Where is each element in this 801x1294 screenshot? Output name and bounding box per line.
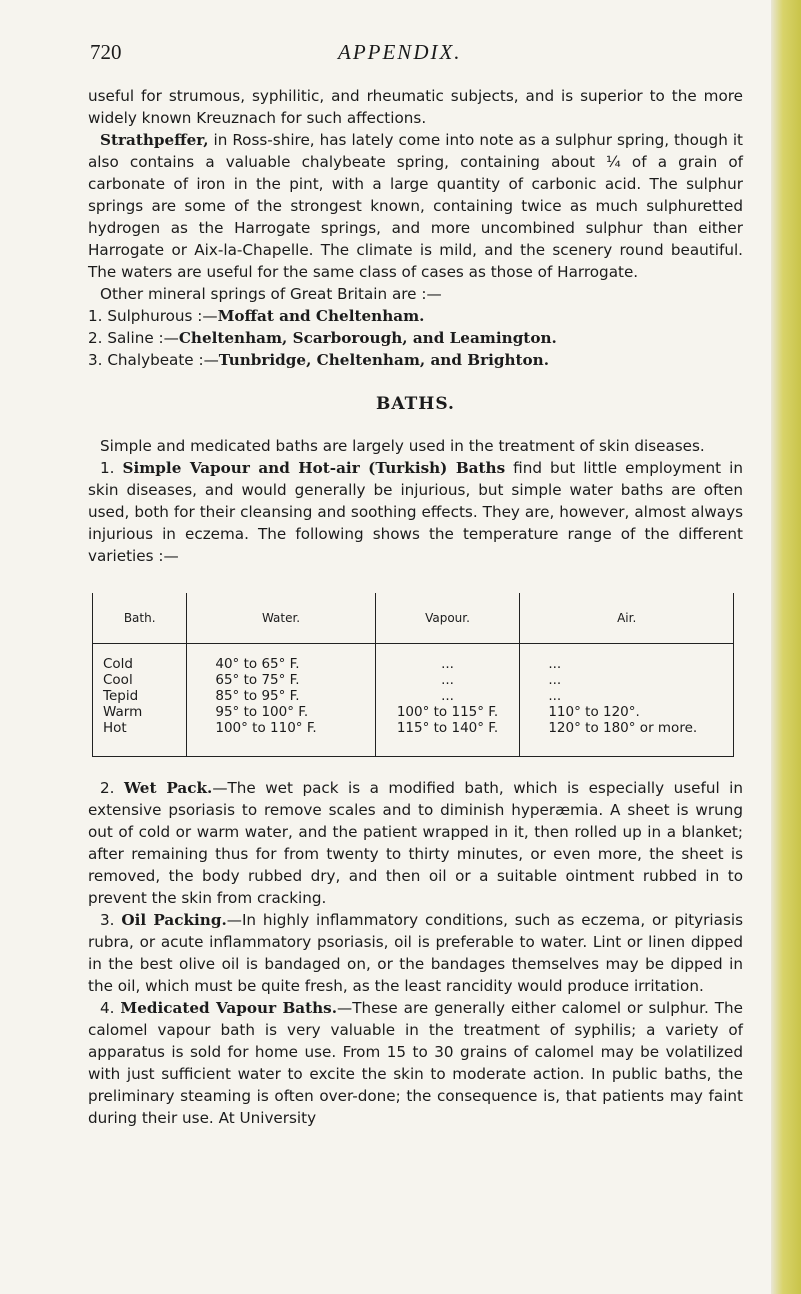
- spring-item-saline: [88, 327, 743, 349]
- page-number: 720: [90, 40, 122, 64]
- air-cell: ...: [548, 672, 562, 688]
- item-number: 1.: [100, 459, 123, 477]
- spring-label: 2. Saline :—: [88, 329, 179, 347]
- page-body: [88, 85, 743, 1129]
- water-cell: 65° to 75° F.: [215, 672, 300, 688]
- spring-places: Cheltenham, Scarborough, and Leamington.: [178, 329, 557, 347]
- spring-label: 1. Sulphurous :—: [88, 307, 218, 325]
- water-column: [187, 644, 375, 757]
- water-cell: 100° to 110° F.: [215, 720, 317, 736]
- air-cell: ...: [548, 656, 562, 672]
- wet-pack-text: —The wet pack is a modified bath, which is especially useful in extensive psoriasis to remove scales and to diminish hyperæmia. A sheet is wrung out of cold or warm water, and the patient wrapped in it, then rolled up in a blanket; after remaining thus for from twenty to thirty minutes, or even more, the sheet is removed, the body rubbed dry, and then oil or a suitable ointment rubbed in to prevent the skin from cracking.: [88, 779, 744, 907]
- water-cell: 40° to 65° F.: [215, 656, 300, 672]
- intro-paragraph: useful for strumous, syphilitic, and rheumatic subjects, and is superior to the more widely known Kreuznach for such affections.: [88, 87, 743, 127]
- air-cell: 120° to 180° or more.: [548, 720, 698, 736]
- oil-packing-paragraph: [88, 909, 743, 997]
- header-water: Water.: [187, 593, 375, 644]
- table-header-row: [93, 593, 734, 644]
- baths-heading: BATHS.: [376, 394, 455, 414]
- item-number: 4.: [100, 999, 121, 1017]
- bath-column: [93, 644, 187, 757]
- item-number: 2.: [100, 779, 124, 797]
- simple-baths-title: Simple Vapour and Hot-air (Turkish) Baths: [122, 459, 506, 477]
- vapour-cell: 115° to 140° F.: [396, 720, 499, 736]
- spring-places: Tunbridge, Cheltenham, and Brighton.: [218, 351, 549, 369]
- baths-intro: Simple and medicated baths are largely used in the treatment of skin diseases.: [100, 437, 705, 455]
- medicated-baths-title: Medicated Vapour Baths.: [120, 999, 338, 1017]
- water-cell: 95° to 100° F.: [215, 704, 309, 720]
- vapour-cell: 100° to 115° F.: [396, 704, 499, 720]
- spring-places: Moffat and Cheltenham.: [217, 307, 425, 325]
- spring-item-sulphurous: [88, 305, 743, 327]
- strathpeffer-paragraph: [88, 129, 743, 283]
- simple-baths-paragraph: [88, 457, 743, 567]
- strathpeffer-title: Strathpeffer,: [100, 131, 209, 149]
- medicated-baths-paragraph: [88, 997, 743, 1129]
- strathpeffer-text: in Ross-shire, has lately come into note as a sulphur spring, though it also contains a valuable chalybeate spring, containing about ¼ of a grain of carbonate of iron in the pint, with a large quantity of carbonic acid. The sulphur springs are some of the strongest known, containing twice as much sulphuretted hydrogen as the Harrogate springs, and more uncombined sulphur than either Harrogate or Aix-la-Chapelle. The climate is mild, and the scenery round beautiful. The waters are useful for the same class of cases as those of Harrogate.: [88, 131, 743, 281]
- springs-intro: Other mineral springs of Great Britain are :—: [100, 285, 442, 303]
- header-bath: Bath.: [93, 593, 187, 644]
- bath-cell: Warm: [103, 704, 143, 720]
- oil-packing-text: —In highly inflammatory conditions, such as eczema, or pityriasis rubra, or acute inflammatory psoriasis, oil is preferable to water. Lint or linen dipped in the best olive oil is bandaged on, or the bandages themselves may be dipped in the oil, which must be quite fresh, as the least rancidity would produce irritation.: [88, 911, 743, 995]
- bath-cell: Cool: [103, 672, 133, 688]
- medicated-baths-text: —These are generally either calomel or sulphur. The calomel vapour bath is very valuable in the treatment of syphilis; a variety of apparatus is sold for home use. From 15 to 30 grains of calomel may be volatilized with just sufficient water to excite the skin to moderate action. In public baths, the preliminary steaming is often over-done; the consequence is, that patients may faint during their use. At University: [88, 999, 743, 1127]
- wet-pack-paragraph: [88, 777, 743, 909]
- page-header: [90, 40, 730, 70]
- bath-cell: Cold: [103, 656, 134, 672]
- vapour-cell: ...: [441, 656, 454, 672]
- vapour-cell: ...: [441, 672, 454, 688]
- air-cell: 110° to 120°.: [548, 704, 640, 720]
- bath-cell: Tepid: [103, 688, 139, 704]
- wet-pack-title: Wet Pack.: [123, 779, 213, 797]
- spring-label: 3. Chalybeate :—: [88, 351, 219, 369]
- header-air: Air.: [520, 593, 734, 644]
- water-cell: 85° to 95° F.: [215, 688, 300, 704]
- page-edge: [771, 0, 801, 1294]
- oil-packing-title: Oil Packing.: [121, 911, 227, 929]
- spring-item-chalybeate: [88, 349, 743, 371]
- vapour-cell: ...: [441, 688, 454, 704]
- air-cell: ...: [548, 688, 562, 704]
- table-body-row: [93, 644, 734, 757]
- header-vapour: Vapour.: [375, 593, 520, 644]
- air-column: [520, 644, 734, 757]
- simple-baths-text: find but little employment in skin diseases, and would generally be injurious, but simple water baths are often used, both for their cleansing and soothing effects. They are, however, almost always injurious in eczema. The following shows the temperature range of the different varieties :—: [88, 459, 743, 565]
- vapour-column: [375, 644, 520, 757]
- temperature-table: [92, 593, 734, 757]
- item-number: 3.: [100, 911, 122, 929]
- running-head: APPENDIX.: [338, 40, 462, 64]
- bath-cell: Hot: [103, 720, 127, 736]
